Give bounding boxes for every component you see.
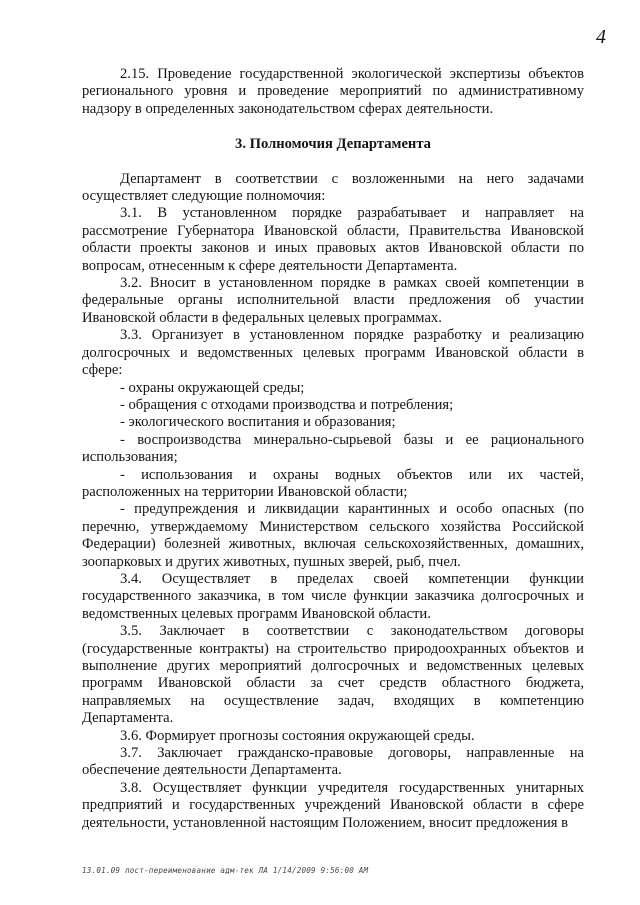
- paragraph-3-3: 3.3. Организует в установленном порядке разработку и реализацию долгосрочных и ведомственных целевых программ Ивановской области в сфере:: [82, 327, 584, 379]
- list-item: - использования и охраны водных объектов или их частей, расположенных на территории Ивановской области;: [82, 466, 584, 500]
- paragraph-2-15: 2.15. Проведение государственной экологической экспертизы объектов регионального уровня и проведение мероприятий по административному надзору в определенных законодательством сферах деятельности.: [82, 66, 584, 117]
- list-item: - обращения с отходами производства и потребления;: [120, 396, 454, 413]
- list-item: - экологического воспитания и образования;: [120, 414, 396, 431]
- page-number: 4: [596, 26, 606, 48]
- list-item: - воспроизводства минерально-сырьевой базы и ее рационального использования;: [82, 431, 584, 466]
- paragraph-3-2: 3.2. Вносит в установленном порядке в рамках своей компетенции в федеральные органы исполнительной власти предложения об участии Ивановской области в федеральных целевых программах.: [82, 275, 584, 326]
- footer-file-stamp: 13.01.09 пост-переименование адм-тек ЛА 1/14/2009 9:56:00 AM: [82, 866, 369, 875]
- section-title: 3. Полномочия Департамента: [235, 136, 431, 153]
- paragraph-3-6: 3.6. Формирует прогнозы состояния окружающей среды.: [120, 727, 475, 744]
- paragraph-3-8: 3.8. Осуществляет функции учредителя государственных унитарных предприятий и государственных учреждений Ивановской области в сфере деятельности, установленной настоящим Положением, вносит предложения в: [82, 779, 584, 831]
- list-item: - предупреждения и ликвидации карантинных и особо опасных (по перечню, утверждаемому Министерством сельского хозяйства Российской Федерации) болезней животных, включая сельскохозяйственных, домашних, зоопарковых и других животных, пушных зверей, рыб, пчел.: [82, 501, 584, 570]
- paragraph-3-7: 3.7. Заключает гражданско-правовые договоры, направленные на обеспечение деятельности Департамента.: [82, 745, 584, 779]
- document-body: [82, 66, 584, 832]
- intro-paragraph: Департамент в соответствии с возложенными на него задачами осуществляет следующие полномочия:: [82, 170, 584, 205]
- paragraph-3-1: 3.1. В установленном порядке разрабатывает и направляет на рассмотрение Губернатора Ивановской области, Правительства Ивановской области проекты законов и иных правовых актов Ивановской области по вопросам, отнесенным к сфере деятельности Департамента.: [82, 205, 584, 274]
- list-item: - охраны окружающей среды;: [120, 379, 305, 396]
- paragraph-3-4: 3.4. Осуществляет в пределах своей компетенции функции государственного заказчика, в том числе функции заказчика долгосрочных и ведомственных целевых программ Ивановской области.: [82, 570, 584, 622]
- paragraph-3-5: 3.5. Заключает в соответствии с законодательством договоры (государственные контракты) на строительство природоохранных объектов и выполнение других мероприятий долгосрочных и ведомственных целевых программ Ивановской области за счет средств областного бюджета, направляемых на осуществление задач, входящих в компетенцию Департамента.: [82, 623, 584, 727]
